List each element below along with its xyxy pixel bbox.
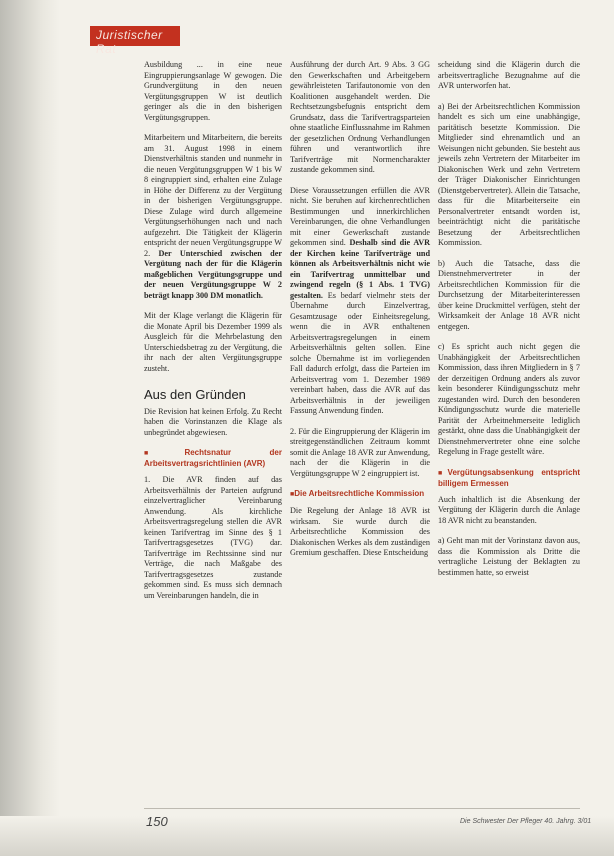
paragraph: 1. Die AVR finden auf das Arbeitsverhältnis der Parteien aufgrund einzelvertraglicher Vereinbarung Anwendung. Als kirchliche Arbeitsvertragsregelung stellen die AVR keinen Tarifvertrag im Sinne des § 1 Tarifvertragsgesetzes (TVG) dar. Tarifverträge im Rechtssinne sind nur Verträge, die nach Maßgabe des Tarifvertragsgesetzes zustande gekommen sind. Es muss sich demnach um Vereinbarungen handeln, die in [144, 475, 282, 600]
subheading: ■ Die Arbeitsrechtliche Kommission [290, 489, 430, 500]
section-header [90, 26, 180, 56]
paragraph: c) Es spricht auch nicht gegen die Unabhängigkeit der Arbeitsrechtlichen Kommission, dass ihren Mitgliedern in § 7 der derzeitigen Ordnung anders als zuvor kein besonderer Kündigungsschutz mehr zugestanden wird. Durch den besonderen Kündigungsschutz wurde die materielle Parität der Arbeitnehmerseite lediglich gestärkt, ohne dass die Unabhängigkeit der Dienstnehmervertreter ohne eine solche Regelung in Frage gestellt wäre. [438, 342, 580, 456]
text-column-1 [144, 60, 282, 611]
emphasis-text: Der Unterschied zwischen der Vergütung nach der für die Klägerin maßgeblichen Vergütungsgruppe und der neuen Vergütungsgruppe W 2 beträgt knapp 300 DM monatlich. [144, 248, 282, 300]
paragraph: b) Auch die Tatsache, dass die Dienstnehmervertreter in der Arbeitsrechtlichen Kommission für die Durchsetzung der Mitarbeiterinteressen über keine Druckmittel verfügen, steht der Wirksamkeit der Anlage 18 AVR nicht entgegen. [438, 258, 580, 331]
paragraph: Auch inhaltlich ist die Absenkung der Vergütung der Klägerin durch die Anlage 18 AVR nicht zu beanstanden. [438, 494, 580, 525]
paragraph: Mitarbeitern und Mitarbeitern, die bereits am 31. August 1998 in einem Dienstverhältnis standen und nunmehr in die neuen Vergütungsgruppen W 1 bis W 8 eingruppiert sind, erhalten eine Zulage in Höhe der Differenz zu der Vergütung in der bisherigen Vergütungsgruppe. Diese Zulage wird durch allgemeine Vergütungserhöhungen nach und nach aufgezehrt. Die Tätigkeit der Klägerin entspricht der neuen Vergütungsgruppe W 2. Der Unterschied zwischen der Vergütung nach der für die Klägerin maßgeblichen Vergütungsgruppe und der neuen Vergütungsgruppe W 2 beträgt knapp 300 DM monatlich. [144, 133, 282, 300]
page-number: 150 [146, 814, 168, 829]
text-column-3 [438, 60, 580, 588]
section-header-title: Juristischer Rat [96, 28, 163, 56]
section-heading: Aus den Gründen [144, 387, 246, 402]
paragraph: Die Regelung der Anlage 18 AVR ist wirksam. Sie wurde durch die Arbeitsrechtliche Kommission des Diakonischen Werkes als dem zuständigen Gremium geschaffen. Diese Entscheidung [290, 506, 430, 557]
journal-footer: Die Schwester Der Pfleger 40. Jahrg. 3/01 [460, 818, 592, 825]
paragraph: Ausführung der durch Art. 9 Abs. 3 GG den Gewerkschaften und Arbeitgebern gewährleisteten Tarifautonomie von den Koalitionen ausgehandelt werden. Die Rechtsetzungsbefugnis entspricht dem Grundsatz, dass die Tarifvertragsparteien ohne staatliche Einflussnahme im Rahmen der gesetzlichen Ordnung Verhandlungen führen und verantwortlich ihre Tarifverträge mit Normencharakter zustande gekommen sind. [290, 60, 430, 174]
footer-rule [144, 808, 580, 809]
paragraph: 2. Für die Eingruppierung der Klägerin im streitgegenständlichen Zeitraum kommt somit die Anlage 18 AVR zur Anwendung, nach der die Klägerin in die Vergütungsgruppe W 2 eingruppiert ist. [290, 426, 430, 478]
subheading: ■ Rechtsnatur der Arbeitsvertragsrichtlinien (AVR) [144, 448, 282, 469]
paragraph: Ausbildung ... in eine neue Eingruppierungsanlage W gewogen. Die Grundvergütung in den neuen Vergütungsgruppen W ist deutlich geringer als die in den bisherigen Vergütungsgruppen. [144, 60, 282, 122]
paragraph: Mit der Klage verlangt die Klägerin für die Monate April bis Dezember 1999 als Ausgleich für die Mehrbelastung den Unterschiedsbetrag zu der Vergütung, die ihr nach der alten Vergütungsgruppe zusteht. [144, 311, 282, 373]
paragraph: Diese Voraussetzungen erfüllen die AVR nicht. Sie beruhen auf kirchenrechtlichen Bestimmungen und innerkirchlichen Vereinbarungen, die ohne Verhandlungen mit einer Gewerkschaft zustande gekommen sind. Deshalb sind die AVR der Kirchen keine Tarifverträge und können als Arbeitsverhältnis nicht wie ein Tarifvertrag unmittelbar und zwingend regeln (§ 1 Abs. 1 TVG) gestalten. Es bedarf vielmehr stets der Übernahme durch Einzelvertrag, Gesamtzusage oder Einheitsregelung, wenn die in AVR enthaltenen Arbeitsvertragsregelungen in einem Arbeitsverhältnis gelten sollen. Eine solche Übernahme ist im vorliegenden Fall dadurch erfolgt, dass die Parteien im Arbeitsvertrag vom 1. Dezember 1989 vereinbart haben, dass die AVR auf das Arbeitsverhältnis in der jeweiligen Fassung Anwendung finden. [290, 185, 431, 415]
emphasis-text: Deshalb sind die AVR der Kirchen keine Tarifverträge und können als Arbeitsverhältnis nicht wie ein Tarifvertrag unmittelbar und zwingend regeln (§ 1 Abs. 1 TVG) gestalten. [290, 238, 431, 300]
paragraph: Die Revision hat keinen Erfolg. Zu Recht haben die Vorinstanzen die Klage als unbegründet abgewiesen. [144, 406, 282, 437]
subheading: ■ Vergütungsabsenkung entspricht billigem Ermessen [438, 468, 580, 489]
page-shadow-left [0, 0, 60, 856]
text-column-2 [290, 60, 430, 569]
paragraph: scheidung sind die Klägerin durch die arbeitsvertragliche Bezugnahme auf die AVR unterworfen hat. [438, 60, 580, 90]
paragraph: a) Geht man mit der Vorinstanz davon aus, dass die Kommission als Dritte die vertragliche Leistung der Beklagten zu bestimmen hatte, so erweist [438, 536, 580, 577]
paragraph: a) Bei der Arbeitsrechtlichen Kommission handelt es sich um eine unabhängige, paritätisch besetzte Kommission. Die Mitglieder sind ehrenamtlich und an Weisungen nicht gebunden. Sie besteht aus jeweils zehn Vertretern der Mitarbeiter im Diakonischen Werk und zehn Vertretern der Träger Diakonischer Einrichtungen (Dienstgebervertreter). Allein die Tatsache, dass für die Mitarbeiterseite ein Personalvertreter entsandt worden ist, beeinträchtigt nicht die paritätische Besetzung der Arbeitsrechtlichen Kommission. [438, 101, 580, 247]
